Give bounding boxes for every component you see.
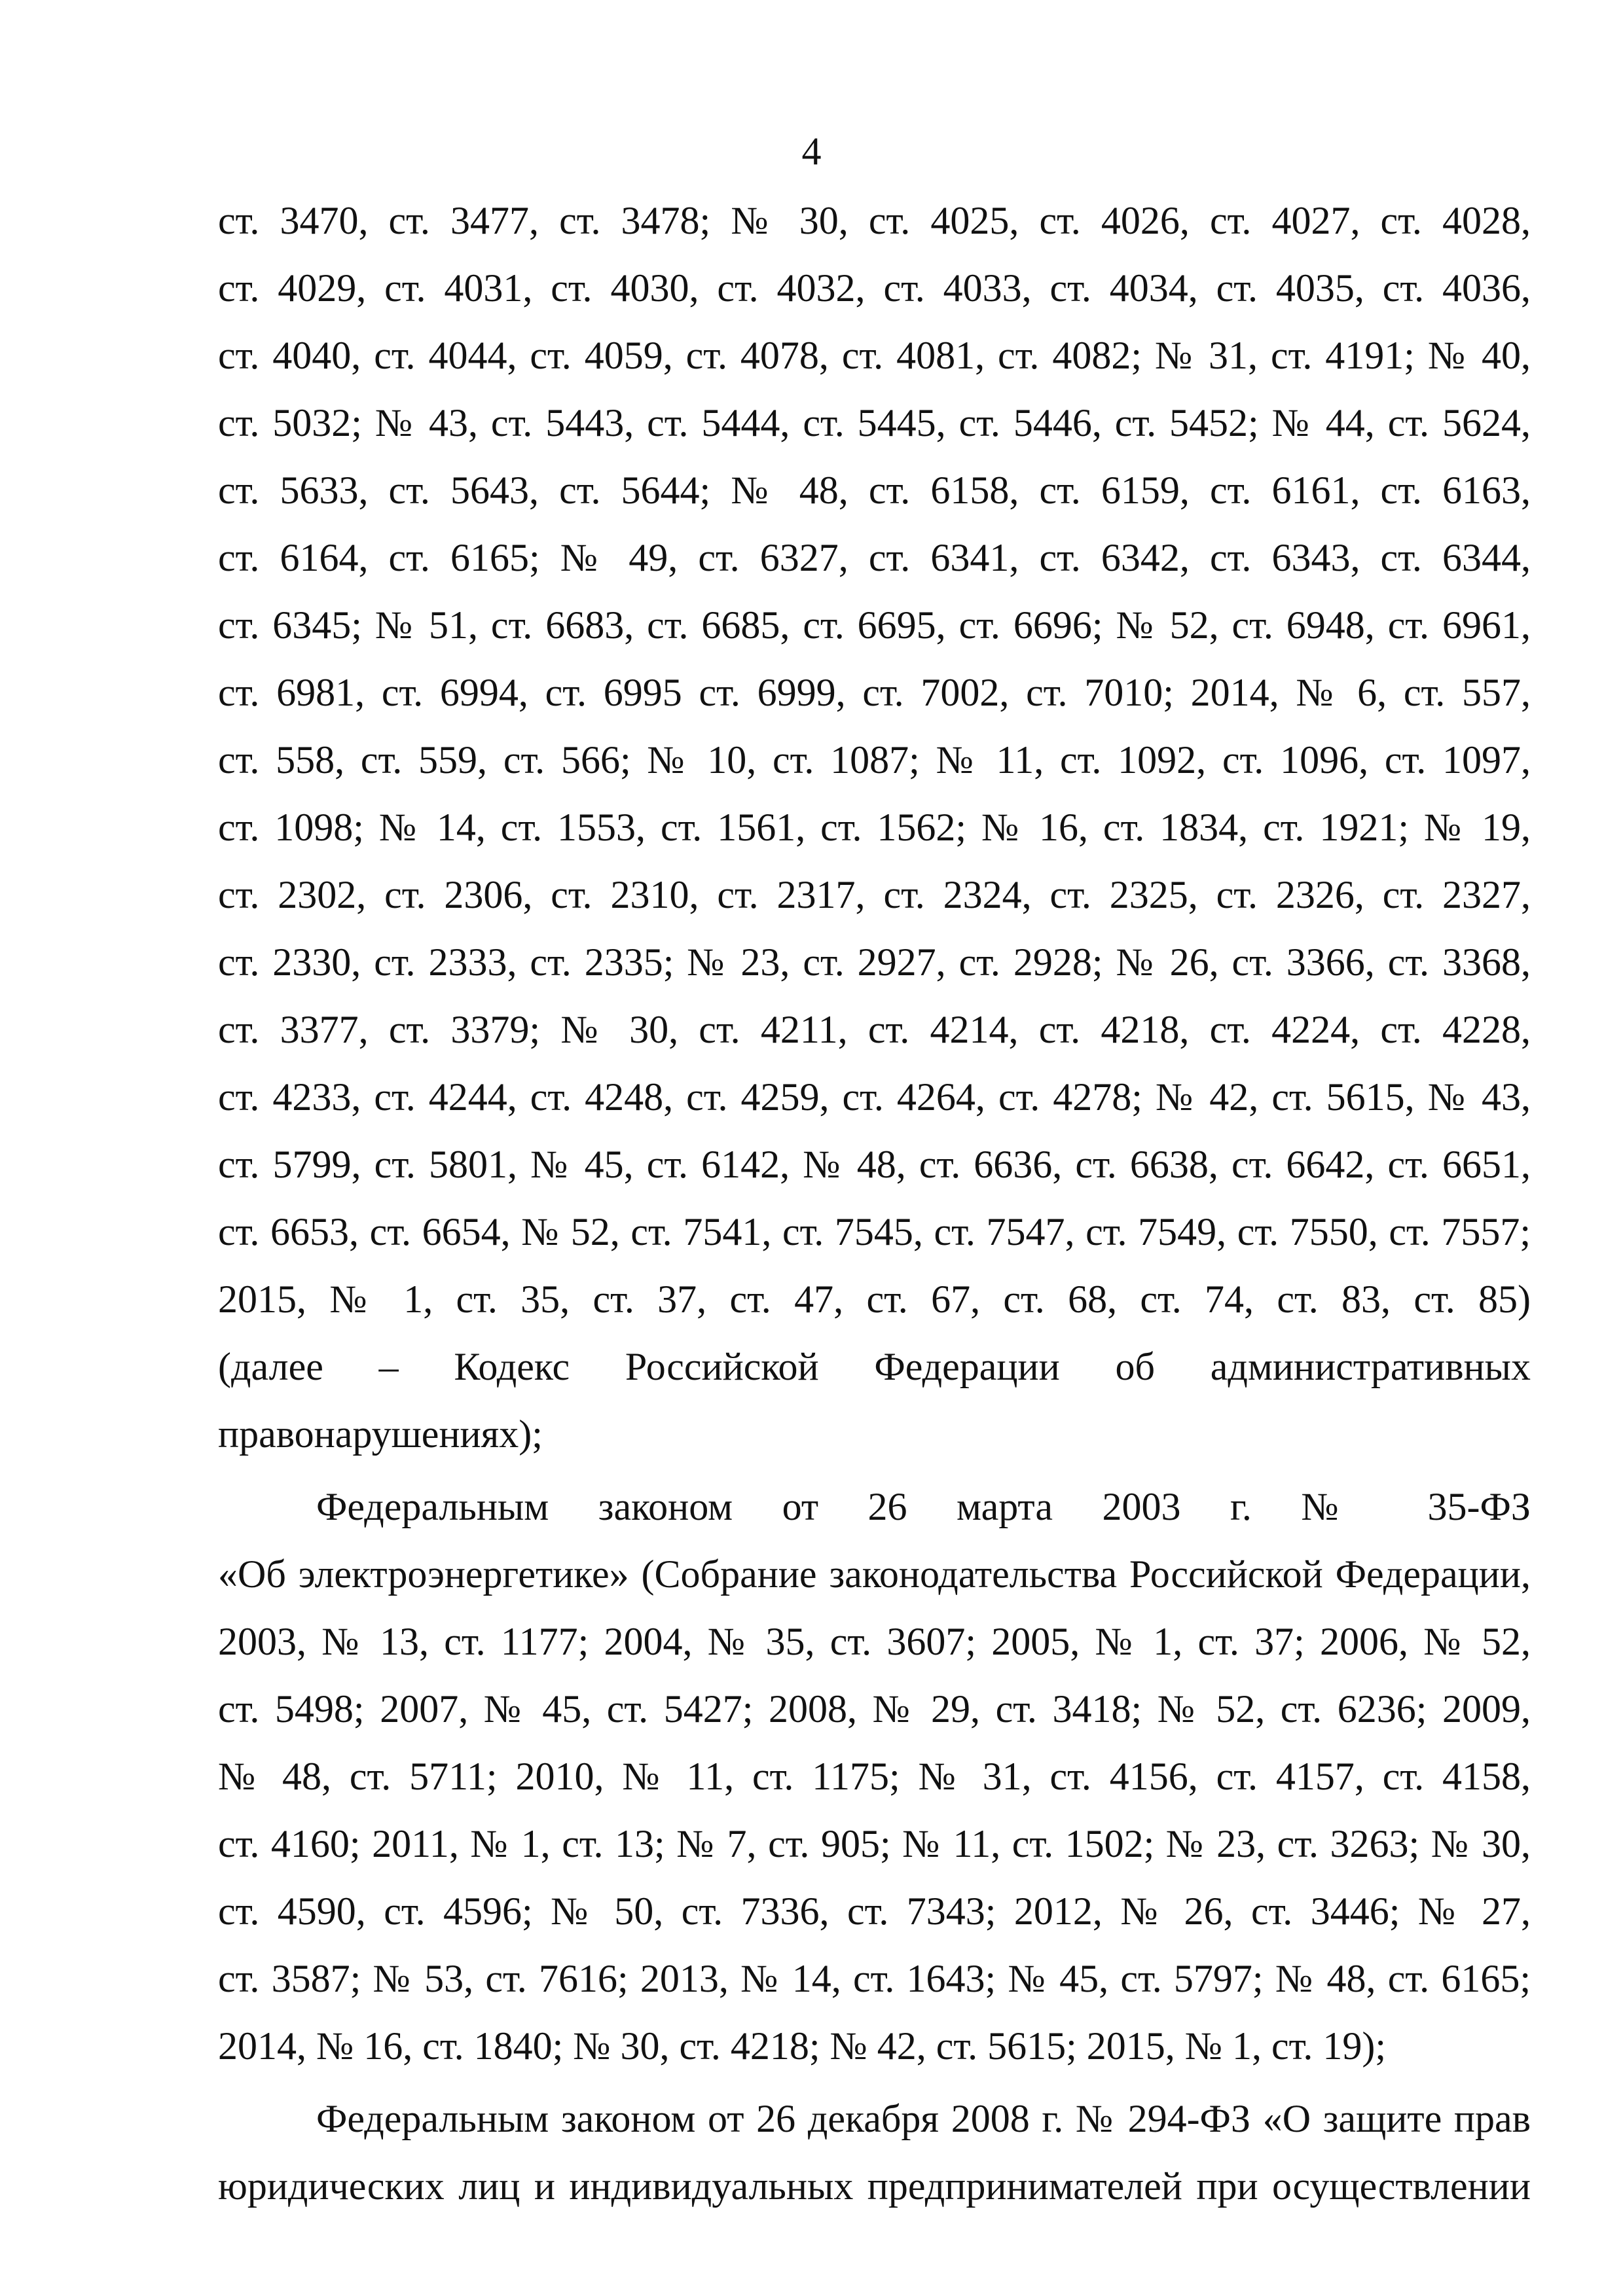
text-line: Федеральным законом от 26 декабря 2008 г. № 294-ФЗ «О защите прав <box>316 2097 1531 2140</box>
text-line: Федеральным законом от 26 марта 2003 г. № 35-ФЗ <box>316 1485 1531 1528</box>
text-line: ст. 4233, ст. 4244, ст. 4248, ст. 4259, ст. 4264, ст. 4278; № 42, ст. 5615, № 43, <box>218 1075 1531 1119</box>
text-line: ст. 4029, ст. 4031, ст. 4030, ст. 4032, ст. 4033, ст. 4034, ст. 4035, ст. 4036, <box>218 266 1531 310</box>
paragraph-gap <box>218 2080 1531 2085</box>
text-line: ст. 558, ст. 559, ст. 566; № 10, ст. 1087; № 11, ст. 1092, ст. 1096, ст. 1097, <box>218 738 1531 781</box>
paragraph-gap <box>218 1468 1531 1473</box>
text-line: ст. 3470, ст. 3477, ст. 3478; № 30, ст. 4025, ст. 4026, ст. 4027, ст. 4028, <box>218 199 1531 242</box>
text-line: ст. 5032; № 43, ст. 5443, ст. 5444, ст. 5445, ст. 5446, ст. 5452; № 44, ст. 5624, <box>218 401 1531 444</box>
text-line: ст. 5498; 2007, № 45, ст. 5427; 2008, № 29, ст. 3418; № 52, ст. 6236; 2009, <box>218 1687 1531 1731</box>
page-number: 4 <box>801 130 822 173</box>
paragraph-p1 <box>218 187 1531 1468</box>
text-line: ст. 6981, ст. 6994, ст. 6995 ст. 6999, ст. 7002, ст. 7010; 2014, № 6, ст. 557, <box>218 671 1531 714</box>
text-line: юридических лиц и индивидуальных предпринимателей при осуществлении <box>218 2164 1531 2208</box>
paragraph-p3 <box>218 2085 1531 2220</box>
text-line: 2003, № 13, ст. 1177; 2004, № 35, ст. 3607; 2005, № 1, ст. 37; 2006, № 52, <box>218 1620 1531 1663</box>
paragraph-p2 <box>218 1473 1531 2080</box>
text-line: правонарушениях); <box>218 1412 543 1456</box>
text-line: ст. 2302, ст. 2306, ст. 2310, ст. 2317, ст. 2324, ст. 2325, ст. 2326, ст. 2327, <box>218 873 1531 916</box>
text-line: ст. 5799, ст. 5801, № 45, ст. 6142, № 48, ст. 6636, ст. 6638, ст. 6642, ст. 6651, <box>218 1143 1531 1186</box>
text-line: ст. 3377, ст. 3379; № 30, ст. 4211, ст. 4214, ст. 4218, ст. 4224, ст. 4228, <box>218 1008 1531 1051</box>
text-line: ст. 6164, ст. 6165; № 49, ст. 6327, ст. 6341, ст. 6342, ст. 6343, ст. 6344, <box>218 536 1531 579</box>
text-line: ст. 4040, ст. 4044, ст. 4059, ст. 4078, ст. 4081, ст. 4082; № 31, ст. 4191; № 40, <box>218 334 1531 377</box>
text-line: ст. 2330, ст. 2333, ст. 2335; № 23, ст. 2927, ст. 2928; № 26, ст. 3366, ст. 3368, <box>218 941 1531 984</box>
document-body <box>218 187 1531 2220</box>
text-line: «Об электроэнергетике» (Собрание законодательства Российской Федерации, <box>218 1552 1531 1596</box>
text-line: ст. 6345; № 51, ст. 6683, ст. 6685, ст. 6695, ст. 6696; № 52, ст. 6948, ст. 6961, <box>218 603 1531 647</box>
text-line: ст. 6653, ст. 6654, № 52, ст. 7541, ст. 7545, ст. 7547, ст. 7549, ст. 7550, ст. 7557; <box>218 1210 1531 1253</box>
text-line: ст. 5633, ст. 5643, ст. 5644; № 48, ст. 6158, ст. 6159, ст. 6161, ст. 6163, <box>218 469 1531 512</box>
text-line: ст. 1098; № 14, ст. 1553, ст. 1561, ст. 1562; № 16, ст. 1834, ст. 1921; № 19, <box>218 806 1531 849</box>
text-line: 2014, № 16, ст. 1840; № 30, ст. 4218; № 42, ст. 5615; 2015, № 1, ст. 19); <box>218 2024 1387 2068</box>
text-line: ст. 4160; 2011, № 1, ст. 13; № 7, ст. 905; № 11, ст. 1502; № 23, ст. 3263; № 30, <box>218 1822 1531 1865</box>
text-line: (далее – Кодекс Российской Федерации об административных <box>218 1345 1531 1388</box>
text-line: ст. 4590, ст. 4596; № 50, ст. 7336, ст. 7343; 2012, № 26, ст. 3446; № 27, <box>218 1890 1531 1933</box>
text-line: 2015, № 1, ст. 35, ст. 37, ст. 47, ст. 67, ст. 68, ст. 74, ст. 83, ст. 85) <box>218 1278 1531 1321</box>
text-line: ст. 3587; № 53, ст. 7616; 2013, № 14, ст. 1643; № 45, ст. 5797; № 48, ст. 6165; <box>218 1957 1531 2000</box>
text-line: № 48, ст. 5711; 2010, № 11, ст. 1175; № 31, ст. 4156, ст. 4157, ст. 4158, <box>218 1755 1531 1798</box>
